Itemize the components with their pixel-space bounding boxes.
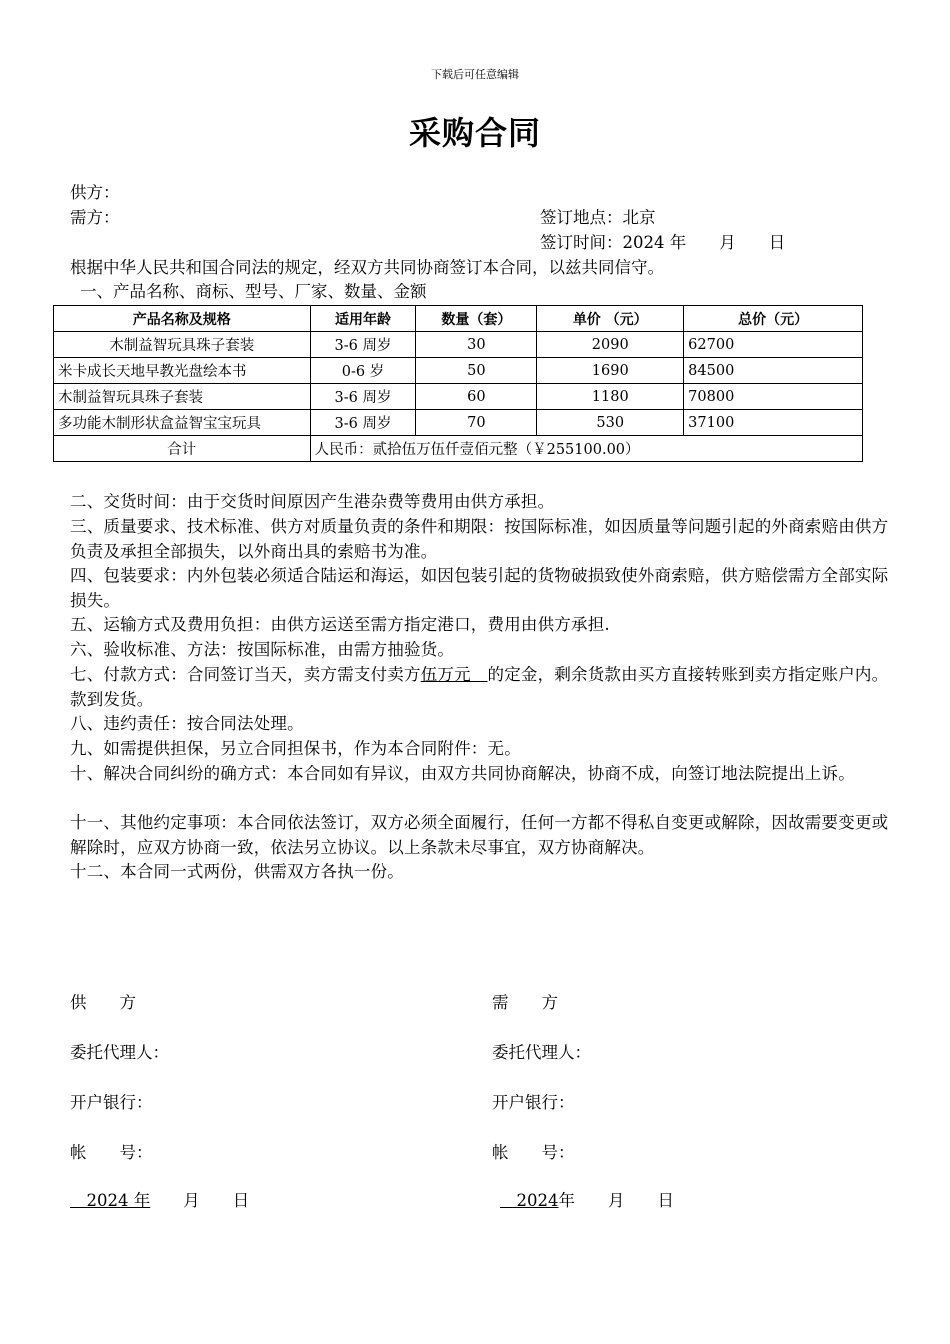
cell-age: 3-6 周岁 — [310, 384, 416, 410]
cell-total: 37100 — [684, 410, 863, 436]
clause-7 — [70, 663, 898, 712]
col-header-qty: 数量（套） — [416, 306, 537, 332]
col-header-price: 单价 （元） — [537, 306, 684, 332]
cell-total: 62700 — [684, 332, 863, 358]
cell-qty: 50 — [416, 358, 537, 384]
clause-7-part-a: 七、付款方式：合同签订当天，卖方需支付卖方 — [70, 665, 421, 684]
cell-name: 米卡成长天地早教光盘绘本书 — [54, 358, 311, 384]
clause-2: 二、交货时间：由于交货时间原因产生港杂费等费用由供方承担。 — [70, 492, 555, 511]
buyer-date-year: 2024 — [500, 1191, 559, 1210]
cell-name: 多功能木制形状盒益智宝宝玩具 — [54, 410, 311, 436]
buyer-date — [500, 1187, 674, 1211]
cell-qty: 70 — [416, 410, 537, 436]
supplier-agent-label: 委托代理人： — [70, 1043, 169, 1062]
sign-place: 签订地点：北京 — [540, 208, 656, 227]
col-header-age: 适用年龄 — [310, 306, 416, 332]
supplier-date-month-day: 月 日 — [150, 1191, 250, 1210]
supplier-party-label: 供 方 — [70, 993, 136, 1012]
buyer-agent-label: 委托代理人： — [492, 1043, 591, 1062]
cell-price: 1690 — [537, 358, 684, 384]
table-sum-row — [54, 436, 863, 462]
cell-qty: 60 — [416, 384, 537, 410]
cell-price: 1180 — [537, 384, 684, 410]
col-header-name: 产品名称及规格 — [54, 306, 311, 332]
cell-age: 3-6 周岁 — [310, 410, 416, 436]
cell-total: 70800 — [684, 384, 863, 410]
cell-total: 84500 — [684, 358, 863, 384]
sum-value: 人民币：贰拾伍万伍仟壹佰元整（￥255100.00） — [310, 436, 862, 462]
cell-age: 0-6 岁 — [310, 358, 416, 384]
table-row — [54, 384, 863, 410]
buyer-account-label: 帐 号： — [492, 1143, 575, 1162]
clause-4: 四、包装要求：内外包装必须适合陆运和海运，如因包装引起的货物破损致使外商索赔，供方赔偿需方全部实际损失。 — [70, 566, 889, 610]
document-title: 采购合同 — [408, 114, 541, 152]
col-header-total: 总价（元） — [684, 306, 863, 332]
supplier-label: 供方： — [70, 183, 120, 202]
supplier-bank-label: 开户银行： — [70, 1093, 153, 1112]
table-row — [54, 410, 863, 436]
buyer-date-month-day: 年 月 日 — [558, 1191, 674, 1210]
supplier-date — [70, 1187, 249, 1211]
clause-7-part-b: 的定金，剩余货款由买方直接转账到卖方指定账户内。款到发货。 — [70, 665, 889, 709]
cell-age: 3-6 周岁 — [310, 332, 416, 358]
clause-9: 九、如需提供担保，另立合同担保书，作为本合同附件：无。 — [70, 739, 521, 758]
supplier-account-label: 帐 号： — [70, 1143, 153, 1162]
table-row — [54, 358, 863, 384]
cell-price: 530 — [537, 410, 684, 436]
preamble: 根据中华人民共和国合同法的规定，经双方共同协商签订本合同，以兹共同信守。 — [70, 258, 664, 277]
clause-11: 十一、其他约定事项：本合同依法签订，双方必须全面履行，任何一方都不得私自变更或解除，因故需要变更或解除时，应双方协商一致，依法另立协议。以上条款未尽事宜，双方协商解决。 — [70, 813, 889, 857]
sum-label: 合计 — [54, 436, 311, 462]
header-note: 下载后可任意编辑 — [431, 68, 519, 81]
product-table — [53, 305, 863, 462]
section-1-heading: 一、产品名称、商标、型号、厂家、数量、金额 — [80, 282, 427, 301]
clause-10: 十、解决合同纠纷的确方式：本合同如有异议，由双方共同协商解决，协商不成，向签订地法院提出上诉。 — [70, 764, 855, 783]
table-row — [54, 332, 863, 358]
buyer-party-label: 需 方 — [492, 993, 558, 1012]
buyer-label: 需方： — [70, 208, 120, 227]
deposit-amount: 伍万元 — [420, 665, 488, 684]
clause-12: 十二、本合同一式两份，供需双方各执一份。 — [70, 862, 404, 881]
buyer-bank-label: 开户银行： — [492, 1093, 575, 1112]
clause-6: 六、验收标准、方法：按国际标准，由需方抽验货。 — [70, 640, 455, 659]
clause-8: 八、违约责任：按合同法处理。 — [70, 714, 304, 733]
clause-3: 三、质量要求、技术标准、供方对质量负责的条件和期限：按国际标准，如因质量等问题引起的外商索赔由供方负责及承担全部损失，以外商出具的索赔书为准。 — [70, 517, 889, 561]
sign-time: 签订时间：2024 年 月 日 — [540, 233, 786, 252]
table-header-row — [54, 306, 863, 332]
cell-name: 木制益智玩具珠子套装 — [54, 384, 311, 410]
cell-qty: 30 — [416, 332, 537, 358]
supplier-date-year: 2024 年 — [70, 1191, 151, 1210]
clause-5: 五、运输方式及费用负担：由供方运送至需方指定港口，费用由供方承担. — [70, 615, 610, 634]
cell-name: 木制益智玩具珠子套装 — [54, 332, 311, 358]
cell-price: 2090 — [537, 332, 684, 358]
